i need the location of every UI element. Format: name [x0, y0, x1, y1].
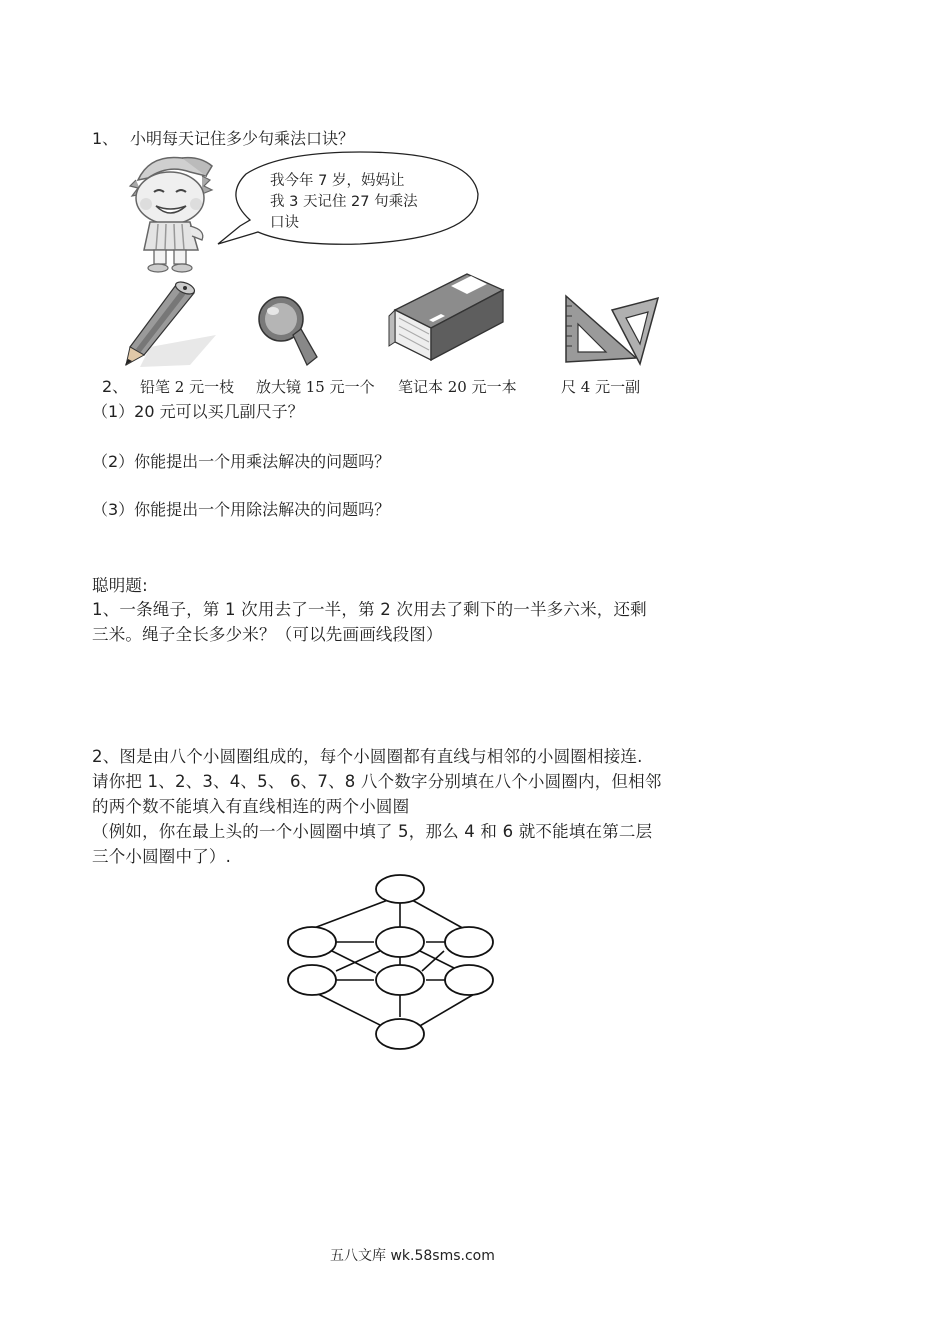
- item-label-magnifier: 放大镜 15 元一个: [256, 378, 375, 396]
- problem1-number: 1、: [92, 129, 119, 148]
- boy-icon: [120, 150, 220, 275]
- magnifier-icon: [255, 295, 320, 367]
- problem2-number: 2、: [102, 377, 129, 396]
- clever-q2-line-3: 的两个数不能填入有直线相连的两个小圆圈: [92, 797, 410, 816]
- clever-q2-line-2: 请你把 1、2、3、4、5、 6、7、8 八个数字分别填在八个小圆圈内，但相邻: [92, 772, 662, 791]
- speech-line-2: 我 3 天记住 27 句乘法: [270, 194, 418, 210]
- problem2-question-1: （1）20 元可以买几副尺子？: [92, 402, 304, 421]
- clever-q1-line-1: 1、一条绳子，第 1 次用去了一半，第 2 次用去了剩下的一半多六米，还剩: [92, 600, 647, 619]
- footer-watermark: 五八文库 wk.58sms.com: [330, 1248, 495, 1264]
- item-label-pencil: 铅笔 2 元一枝: [140, 378, 235, 396]
- clever-q2-line-1: 2、图是由八个小圆圈组成的，每个小圆圈都有直线与相邻的小圆圈相接连.: [92, 747, 643, 766]
- speech-line-3: 口诀: [270, 215, 299, 231]
- pencil-icon: [120, 275, 220, 367]
- circle-graph-diagram: [280, 865, 510, 1060]
- clever-heading: 聪明题:: [92, 576, 148, 595]
- problem2-question-2: （2）你能提出一个用乘法解决的问题吗？: [92, 452, 391, 471]
- clever-q1-line-2: 三米。绳子全长多少米？（可以先画画线段图）: [92, 625, 443, 644]
- problem2-question-3: （3）你能提出一个用除法解决的问题吗？: [92, 500, 391, 519]
- clever-q2-line-4: （例如，你在最上头的一个小圆圈中填了 5，那么 4 和 6 就不能填在第二层: [92, 822, 653, 841]
- notebook-icon: [385, 272, 510, 364]
- clever-q2-line-5: 三个小圆圈中了）.: [92, 847, 232, 866]
- item-label-notebook: 笔记本 20 元一本: [398, 378, 517, 396]
- speech-line-1: 我今年 7 岁，妈妈让: [270, 173, 405, 189]
- problem1-question: 小明每天记住多少句乘法口诀？: [130, 129, 355, 148]
- ruler-set-icon: [560, 290, 665, 368]
- item-label-ruler: 尺 4 元一副: [561, 378, 641, 396]
